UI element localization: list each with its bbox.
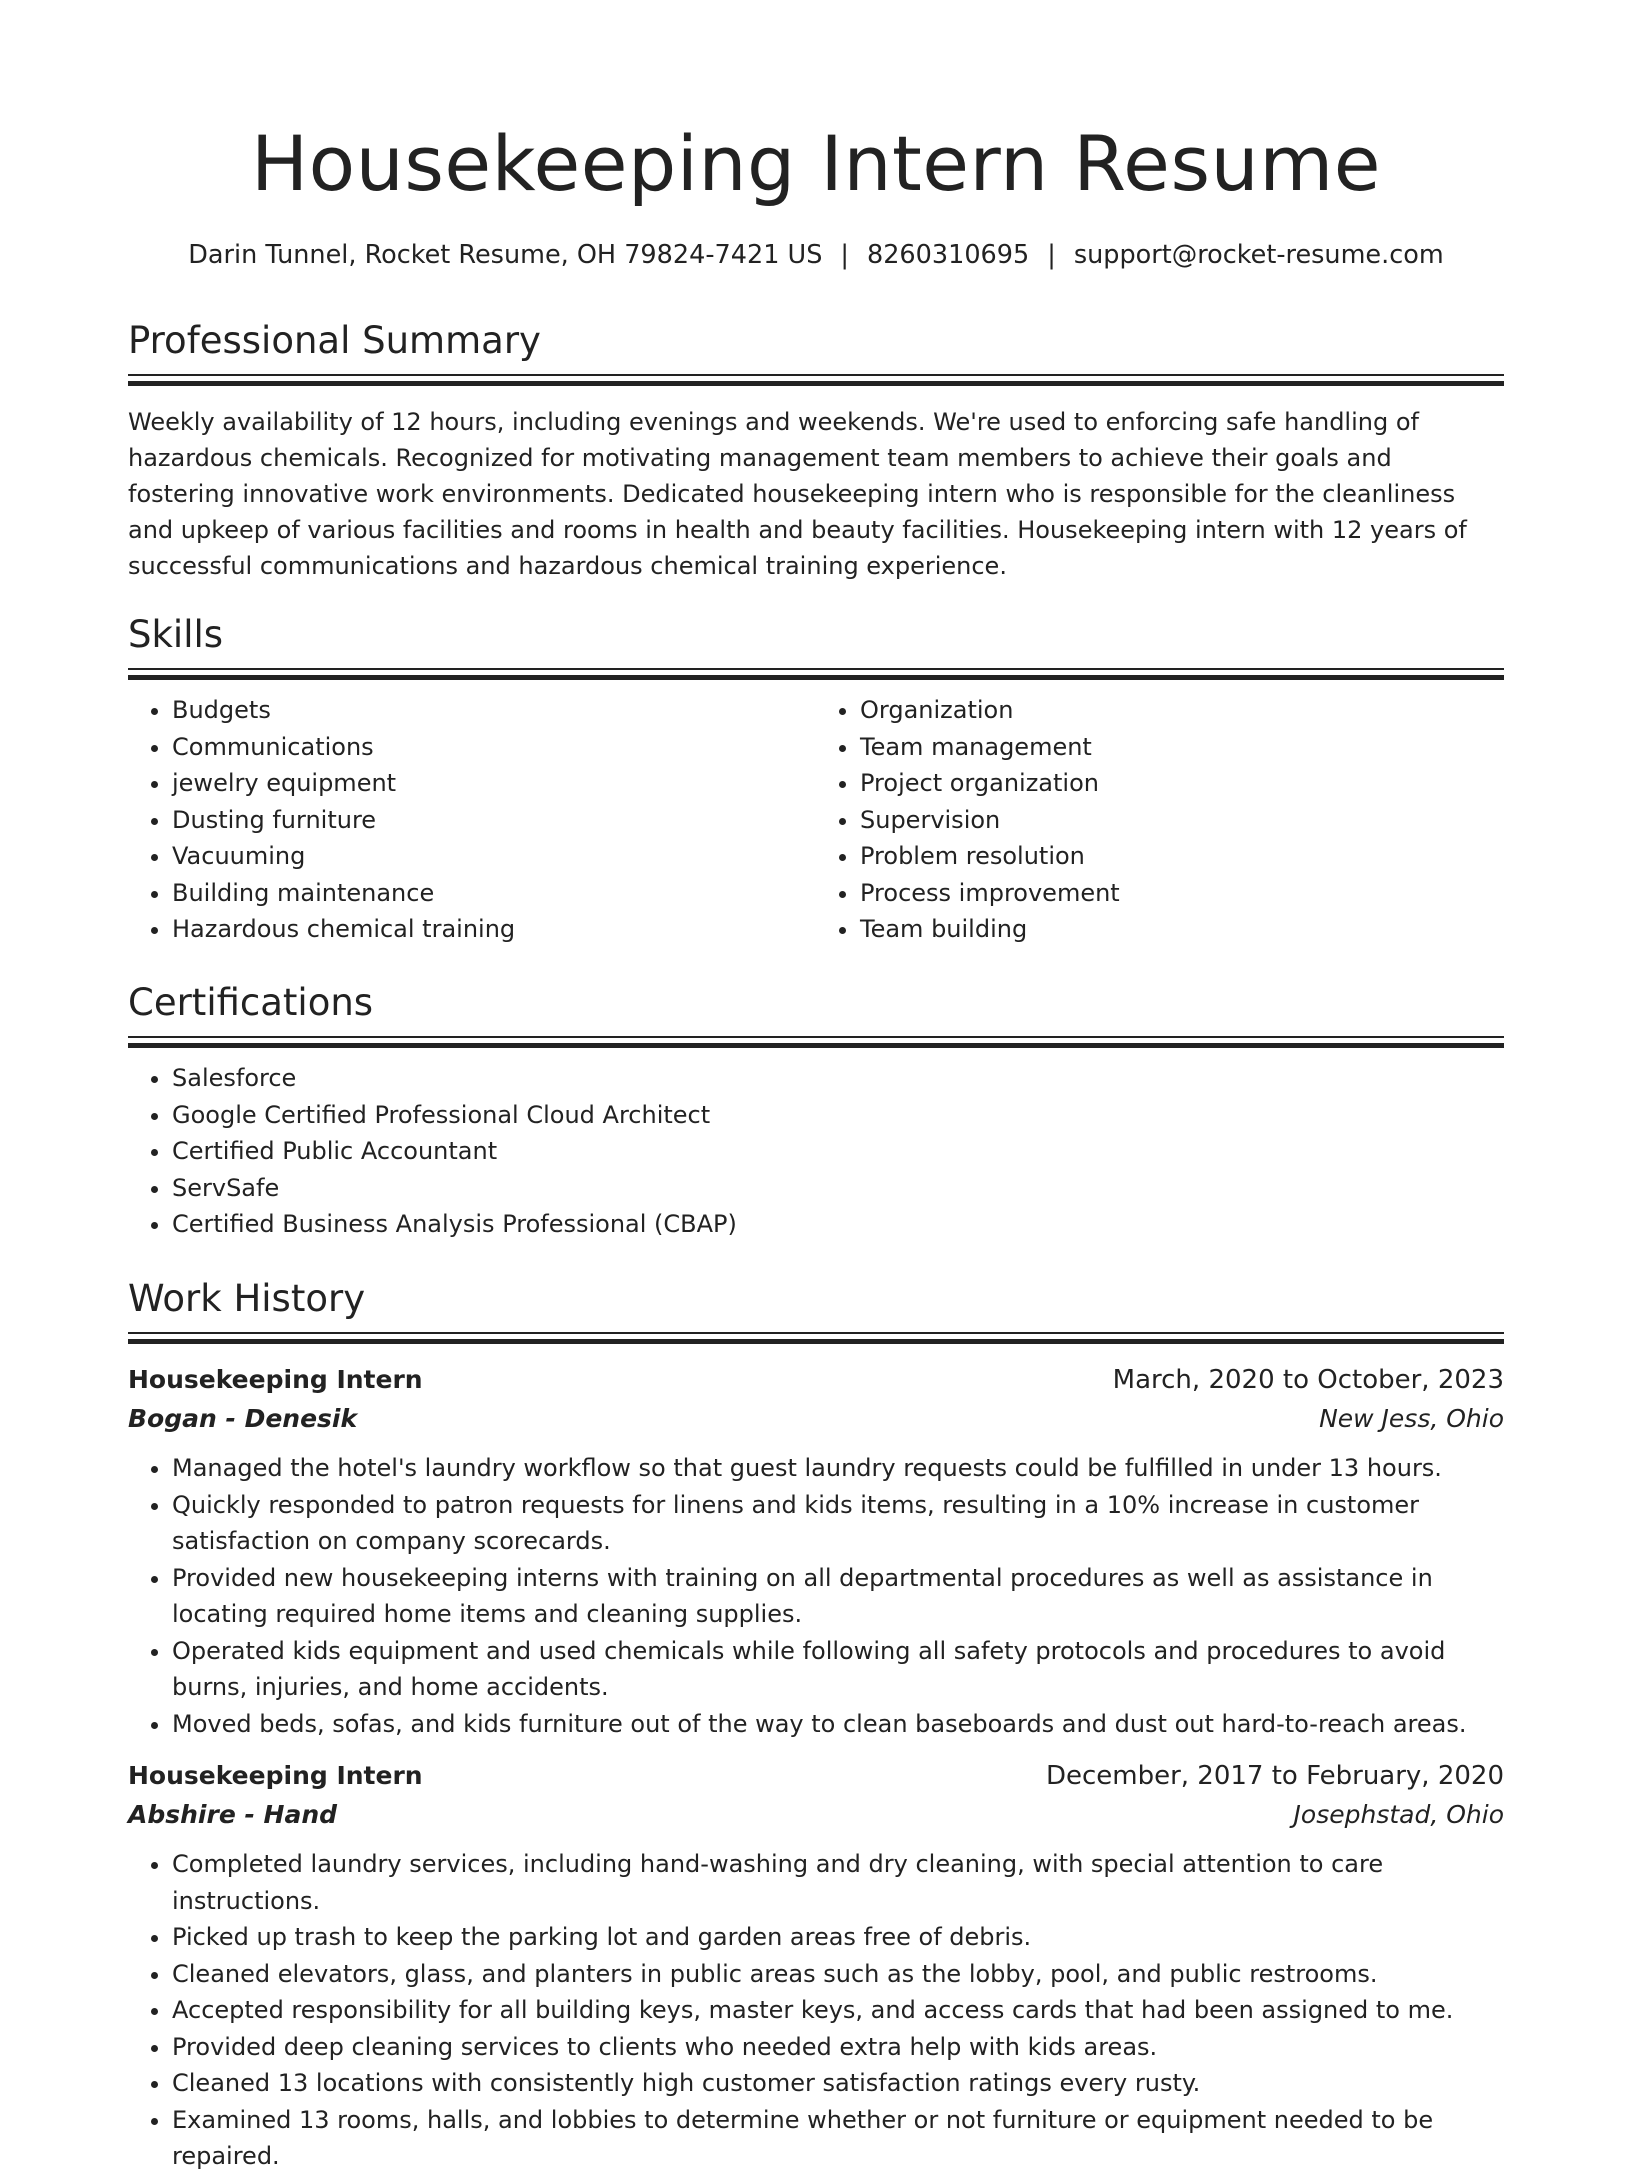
certification-item: • ServSafe [172,1170,1504,1207]
skills-columns [128,682,1504,948]
job-bullet: • Cleaned elevators, glass, and planters in public areas such as the lobby, pool, and public restrooms. [172,1956,1504,1993]
job-title: Housekeeping Intern [128,1761,423,1791]
skill-item: • jewelry equipment [172,765,816,802]
contact-email: support@rocket-resume.com [1073,240,1444,270]
job-bullet: • Accepted responsibility for all building keys, master keys, and access cards that had been assigned to me. [172,1992,1504,2029]
job-location: Josephstad, Ohio [1293,1800,1504,1830]
certification-item: • Certified Public Accountant [172,1133,1504,1170]
job-bullet: • Moved beds, sofas, and kids furniture out of the way to clean baseboards and dust out hard-to-reach areas. [172,1706,1504,1743]
job-bullet: • Examined 13 rooms, halls, and lobbies to determine whether or not furniture or equipment needed to be repaired. [172,2102,1504,2175]
skill-item: • Budgets [172,692,816,729]
skill-item: • Project organization [860,765,1504,802]
job-bullet: • Provided new housekeeping interns with training on all departmental procedures as well as assistance in locating required home items and cleaning supplies. [172,1560,1504,1633]
job-bullets [128,1846,1504,2175]
contact-line [128,238,1504,274]
certification-item: • Salesforce [172,1060,1504,1097]
job-bullet: • Picked up trash to keep the parking lot and garden areas free of debris. [172,1919,1504,1956]
job-bullet: • Quickly responded to patron requests for linens and kids items, resulting in a 10% increase in customer satisfaction on company scorecards. [172,1487,1504,1560]
section-divider [128,374,1504,388]
skill-item: • Vacuuming [172,838,816,875]
job-dates: March, 2020 to October, 2023 [1112,1365,1504,1396]
section-summary [128,318,1504,584]
certification-item: • Google Certified Professional Cloud Architect [172,1097,1504,1134]
summary-text: Weekly availability of 12 hours, including evenings and weekends. We're used to enforcing safe handling of hazardous chemicals. Recognized for motivating management team members to achieve their goals and fostering innovative work environments. Dedicated housekeeping intern who is responsible for the cleanliness and upkeep of various facilities and rooms in health and beauty facilities. Housekeeping intern with 12 years of successful communications and hazardous chemical training experience. [128,408,1467,581]
contact-separator: | [1047,240,1056,270]
job-bullets [128,1450,1504,1742]
section-certifications [128,980,1504,1243]
section-heading: Certifications [128,981,374,1024]
skills-list-right [816,692,1504,948]
job-dates: December, 2017 to February, 2020 [1045,1761,1504,1792]
section-divider [128,1036,1504,1050]
section-divider [128,668,1504,682]
job-location: New Jess, Ohio [1319,1404,1504,1434]
job-company: Bogan - Denesik [128,1404,358,1434]
section-heading: Work History [128,1277,366,1320]
job-company: Abshire - Hand [128,1800,338,1830]
resume-title: Housekeeping Intern Resume [251,119,1381,208]
skill-item: • Team building [860,911,1504,948]
section-divider [128,1332,1504,1346]
skill-item: • Building maintenance [172,875,816,912]
section-skills [128,612,1504,948]
job-subheader [128,1400,1504,1438]
skill-item: • Organization [860,692,1504,729]
job-bullet: • Operated kids equipment and used chemicals while following all safety protocols and procedures to avoid burns, injuries, and home accidents. [172,1633,1504,1706]
job-subheader [128,1796,1504,1834]
section-heading: Professional Summary [128,319,541,362]
skill-item: • Process improvement [860,875,1504,912]
contact-separator: | [840,240,849,270]
job-header [128,1756,1504,1796]
skill-item: • Supervision [860,802,1504,839]
certifications-list [128,1060,1504,1243]
job-header [128,1360,1504,1400]
job-bullet: • Completed laundry services, including hand-washing and dry cleaning, with special attention to care instructions. [172,1846,1504,1919]
contact-address: Darin Tunnel, Rocket Resume, OH 79824-7421 US [188,240,823,270]
section-work-history [128,1276,1504,2175]
skill-item: • Problem resolution [860,838,1504,875]
skill-item: • Team management [860,729,1504,766]
skill-item: • Hazardous chemical training [172,911,816,948]
skills-list-left [128,692,816,948]
job-entry [128,1360,1504,1742]
skill-item: • Dusting furniture [172,802,816,839]
job-bullet: • Provided deep cleaning services to clients who needed extra help with kids areas. [172,2029,1504,2066]
job-bullet: • Managed the hotel's laundry workflow so that guest laundry requests could be fulfilled in under 13 hours. [172,1450,1504,1487]
job-title: Housekeeping Intern [128,1365,423,1395]
certification-item: • Certified Business Analysis Professional (CBAP) [172,1206,1504,1243]
contact-phone: 8260310695 [866,240,1030,270]
job-bullet: • Cleaned 13 locations with consistently high customer satisfaction ratings every rusty. [172,2065,1504,2102]
skill-item: • Communications [172,729,816,766]
section-heading: Skills [128,613,224,656]
